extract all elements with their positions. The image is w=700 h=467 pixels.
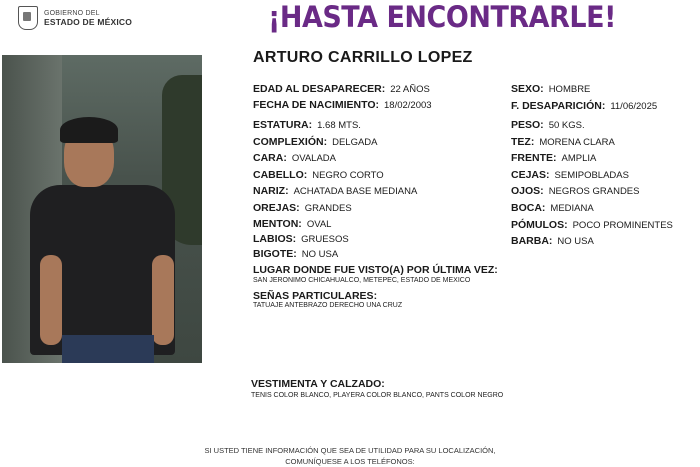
field-forehead (511, 152, 596, 165)
field-value: NEGRO CORTO (312, 170, 384, 181)
field-value: SEMIPOBLADAS (554, 170, 629, 181)
field-label: MENTON: (253, 218, 302, 230)
field-label: CABELLO: (253, 169, 308, 181)
field-value: 11/06/2025 (610, 101, 658, 112)
field-label: CARA: (253, 152, 287, 164)
field-label: PÓMULOS: (511, 219, 568, 231)
field-disappearance-date (511, 100, 657, 113)
field-beard (511, 235, 594, 248)
field-lips (253, 233, 349, 246)
field-label: TEZ: (511, 136, 535, 148)
field-mouth (511, 202, 594, 215)
field-mustache (253, 248, 338, 261)
field-value: DELGADA (332, 137, 378, 148)
last-seen-label: LUGAR DONDE FUE VISTO(A) POR ÚLTIMA VEZ: (253, 264, 498, 276)
field-chin (253, 218, 331, 231)
gov-line-2: ESTADO DE MÉXICO (44, 17, 133, 27)
field-value: OVAL (306, 219, 332, 230)
field-label: PESO: (511, 119, 544, 131)
person-photo (2, 55, 202, 363)
field-label: BIGOTE: (253, 248, 297, 260)
field-face (253, 152, 336, 165)
field-value: NO USA (557, 236, 594, 247)
last-seen-value: SAN JERONIMO CHICAHUALCO, METEPEC, ESTADO DE MEXICO (253, 277, 471, 284)
field-value: 50 KGS. (548, 120, 585, 131)
gov-line-1: GOBIERNO DEL (44, 10, 100, 17)
field-value: MORENA CLARA (539, 137, 615, 148)
field-label: NARIZ: (253, 185, 289, 197)
field-value: HOMBRE (548, 84, 591, 95)
footer-line-2: COMUNÍQUESE A LOS TELÉFONOS: (285, 457, 415, 466)
field-label: LABIOS: (253, 233, 297, 245)
headline: ¡HASTA ENCONTRARLE! (268, 0, 616, 34)
field-value: OVALADA (291, 153, 337, 164)
field-value: MEDIANA (550, 203, 594, 214)
field-label: BOCA: (511, 202, 546, 214)
field-label: F. DESAPARICIÓN: (511, 100, 606, 112)
field-value: NEGROS GRANDES (548, 186, 640, 197)
field-label: BARBA: (511, 235, 553, 247)
coat-of-arms-icon (18, 6, 38, 30)
field-label: OJOS: (511, 185, 544, 197)
field-hair (253, 169, 384, 182)
field-value: 1.68 MTS. (317, 120, 361, 131)
field-value: GRUESOS (301, 234, 349, 245)
government-logo (18, 6, 132, 30)
field-nose (253, 185, 417, 198)
field-label: FRENTE: (511, 152, 557, 164)
field-value: GRANDES (304, 203, 352, 214)
clothing-value: TENIS COLOR BLANCO, PLAYERA COLOR BLANCO, PANTS COLOR NEGRO (251, 392, 504, 399)
field-sex (511, 83, 590, 96)
field-height (253, 119, 361, 132)
person-name: ARTURO CARRILLO LOPEZ (253, 49, 473, 66)
field-label: ESTATURA: (253, 119, 313, 131)
field-complexion-tone (511, 136, 615, 149)
field-label: COMPLEXIÓN: (253, 136, 328, 148)
field-label: OREJAS: (253, 202, 300, 214)
clothing-label: VESTIMENTA Y CALZADO: (251, 378, 385, 390)
field-label: CEJAS: (511, 169, 550, 181)
field-value: 22 AÑOS (390, 84, 430, 95)
marks-label: SEÑAS PARTICULARES: (253, 290, 378, 302)
field-value: POCO PROMINENTES (572, 220, 673, 231)
field-cheekbones (511, 219, 673, 232)
field-label: FECHA DE NACIMIENTO: (253, 99, 379, 111)
field-value: 18/02/2003 (384, 100, 432, 111)
field-value: AMPLIA (561, 153, 597, 164)
field-eyes (511, 185, 639, 198)
footer-line-1: SI USTED TIENE INFORMACIÓN QUE SEA DE UTILIDAD PARA SU LOCALIZACIÓN, (204, 446, 496, 455)
field-value: NO USA (301, 249, 339, 260)
field-build (253, 136, 378, 149)
field-ears (253, 202, 352, 215)
field-age (253, 83, 430, 96)
field-birthdate (253, 99, 432, 112)
field-weight (511, 119, 585, 132)
field-label: EDAD AL DESAPARECER: (253, 83, 386, 95)
marks-value: TATUAJE ANTEBRAZO DERECHO UNA CRUZ (253, 302, 403, 309)
field-label: SEXO: (511, 83, 544, 95)
field-eyebrows (511, 169, 629, 182)
field-value: ACHATADA BASE MEDIANA (293, 186, 418, 197)
